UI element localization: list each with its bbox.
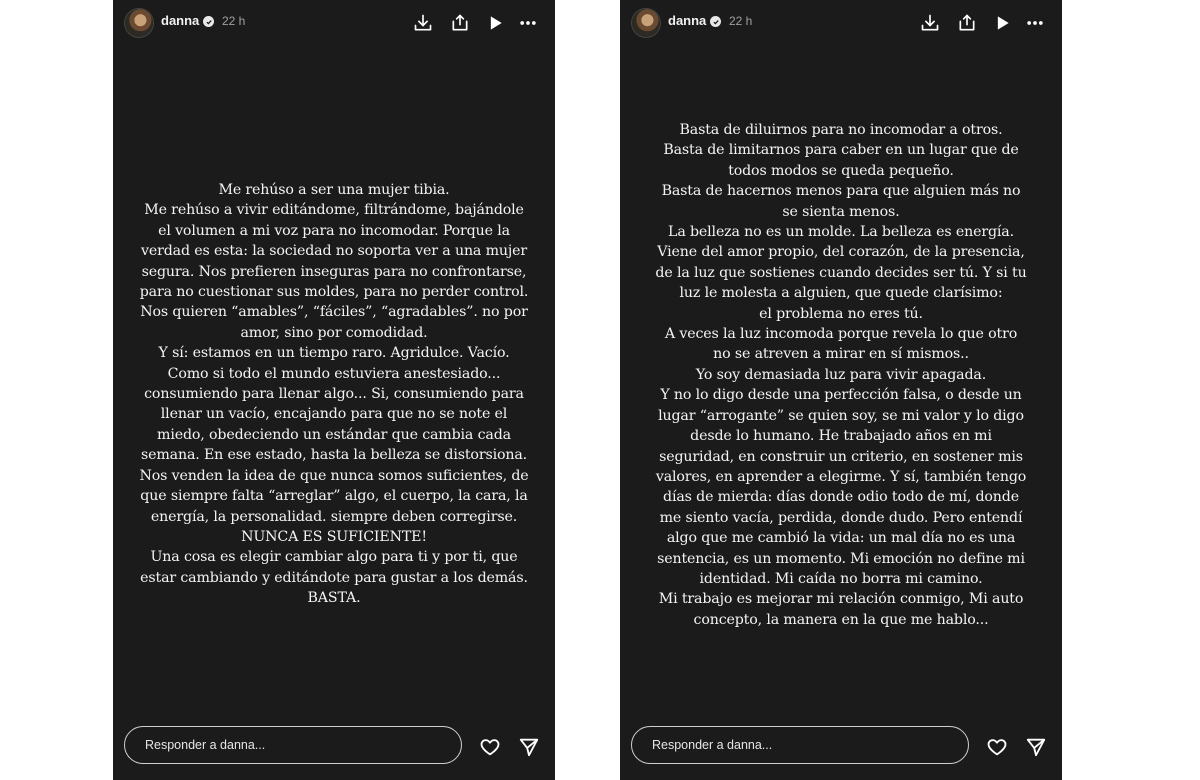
- heart-icon[interactable]: [985, 735, 1009, 759]
- post-time: 22 h: [222, 14, 246, 28]
- more-icon[interactable]: [1024, 12, 1046, 34]
- story-text-line: Viene del amor propio, del corazón, de la presencia,: [657, 244, 1025, 261]
- download-icon[interactable]: [919, 12, 941, 34]
- story-text-line: seguridad, en construir un criterio, en sostener mis: [659, 448, 1023, 465]
- story-text-line: de la luz que sostienes cuando decides ser tú. Y si tu: [655, 264, 1027, 281]
- story-text-line: lugar “arrogante” se quien soy, se mi valor y lo digo: [658, 407, 1024, 424]
- story-text-line: Mi trabajo es mejorar mi relación conmigo, Mi auto: [658, 591, 1024, 608]
- story-text-line: Me rehúso a vivir editándome, filtrándome, bajándole: [144, 202, 524, 219]
- story-text-line: La belleza no es un molde. La belleza es energía.: [668, 224, 1014, 241]
- story-header: [113, 0, 555, 46]
- story-text-line: llenar un vacío, encajando para que no se note el: [160, 406, 508, 423]
- story-text-line: Nos venden la idea de que nunca somos suficientes, de: [139, 467, 529, 484]
- story-text-line: consumiendo para llenar algo... Si, consumiendo para: [144, 386, 524, 403]
- story-text-line: Y sí: estamos en un tiempo raro. Agridulce. Vacío.: [158, 345, 510, 362]
- story-text-line: Y no lo digo desde una perfección falsa, o desde un: [660, 387, 1022, 404]
- story-text-line: amor, sino por comodidad.: [240, 324, 428, 341]
- story-text-line: Como si todo el mundo estuviera anestesiado...: [167, 365, 501, 382]
- story-text-line: me siento vacía, perdida, donde dudo. Pero entendí: [659, 509, 1023, 526]
- story-text-line: Me rehúso a ser una mujer tibia.: [218, 182, 450, 198]
- story-text-line: segura. Nos prefieren inseguras para no confrontarse,: [141, 263, 527, 280]
- story-text-line: sentencia, es un momento. Mi emoción no define mi: [657, 550, 1025, 567]
- username[interactable]: danna: [668, 13, 707, 28]
- story-text-line: desde lo humano. He trabajado años en mi: [690, 428, 992, 445]
- story-text-line: Nos quieren “amables”, “fáciles”, “agradables”. no por: [140, 304, 528, 321]
- verified-badge-icon: [710, 16, 721, 27]
- send-icon[interactable]: [1024, 735, 1048, 759]
- story-text-line: estar cambiando y editándote para gustar a los demás.: [140, 569, 528, 586]
- story-text-line: luz le molesta a alguien, que quede clarísimo:: [679, 285, 1003, 302]
- story-panel-left: [113, 0, 555, 780]
- story-text-line: se sienta menos.: [782, 203, 900, 220]
- story-text-line: verdad es esta: la sociedad no soporta ver a una mujer: [140, 243, 528, 260]
- story-text-line: algo que me cambió la vida: un mal día no es una: [666, 530, 1016, 547]
- story-text-line: miedo, obedeciendo un estándar que cambia cada: [157, 426, 511, 443]
- heart-icon[interactable]: [478, 735, 502, 759]
- download-icon[interactable]: [412, 12, 434, 34]
- story-text-line: todos modos se queda pequeño.: [728, 162, 954, 179]
- story-text-line: Basta de limitarnos para caber en un lugar que de: [663, 142, 1019, 159]
- reply-input[interactable]: Responder a danna...: [631, 726, 969, 764]
- avatar[interactable]: [632, 9, 660, 37]
- story-text-line: Una cosa es elegir cambiar algo para ti y por ti, que: [150, 549, 518, 566]
- story-text-line: energía, la personalidad. siempre deben corregirse.: [150, 508, 518, 525]
- post-time: 22 h: [729, 14, 753, 28]
- avatar[interactable]: [125, 9, 153, 37]
- story-text-line: semana. En ese estado, hasta la belleza se distorsiona.: [140, 447, 528, 464]
- username[interactable]: danna: [161, 13, 200, 28]
- story-panel-right: [620, 0, 1062, 780]
- share-icon[interactable]: [956, 12, 978, 34]
- story-text-line: Yo soy demasiada luz para vivir apagada.: [695, 366, 987, 383]
- story-text-line: días de mierda: días donde odio todo de mí, donde: [663, 489, 1019, 506]
- play-icon[interactable]: [484, 12, 506, 34]
- story-header: [620, 0, 1062, 46]
- story-text-line: el volumen a mi voz para no incomodar. Porque la: [158, 222, 510, 239]
- story-text-line: valores, en aprender a elegirme. Y sí, también tengo: [655, 468, 1027, 485]
- story-text-line: Basta de hacernos menos para que alguien más no: [661, 183, 1021, 200]
- story-text: [127, 180, 541, 609]
- story-text-line: Basta de diluirnos para no incomodar a otros.: [679, 122, 1003, 138]
- story-text-line: no se atreven a mirar en sí mismos..: [713, 346, 969, 363]
- verified-badge-icon: [203, 16, 214, 27]
- story-text-line: para no cuestionar sus moldes, para no perder control.: [139, 284, 529, 301]
- share-icon[interactable]: [449, 12, 471, 34]
- story-text-line: que siempre falta “arreglar” algo, el cuerpo, la cara, la: [140, 488, 528, 505]
- story-text: [634, 120, 1048, 630]
- story-text-line: identidad. Mi caída no borra mi camino.: [699, 570, 983, 587]
- play-icon[interactable]: [991, 12, 1013, 34]
- send-icon[interactable]: [517, 735, 541, 759]
- reply-input[interactable]: Responder a danna...: [124, 726, 462, 764]
- story-text-line: concepto, la manera en la que me hablo...: [693, 611, 989, 628]
- more-icon[interactable]: [517, 12, 539, 34]
- story-text-line: el problema no eres tú.: [759, 305, 923, 322]
- story-text-line: NUNCA ES SUFICIENTE!: [241, 528, 427, 545]
- story-text-line: A veces la luz incomoda porque revela lo que otro: [664, 326, 1018, 343]
- story-text-line: BASTA.: [307, 590, 361, 607]
